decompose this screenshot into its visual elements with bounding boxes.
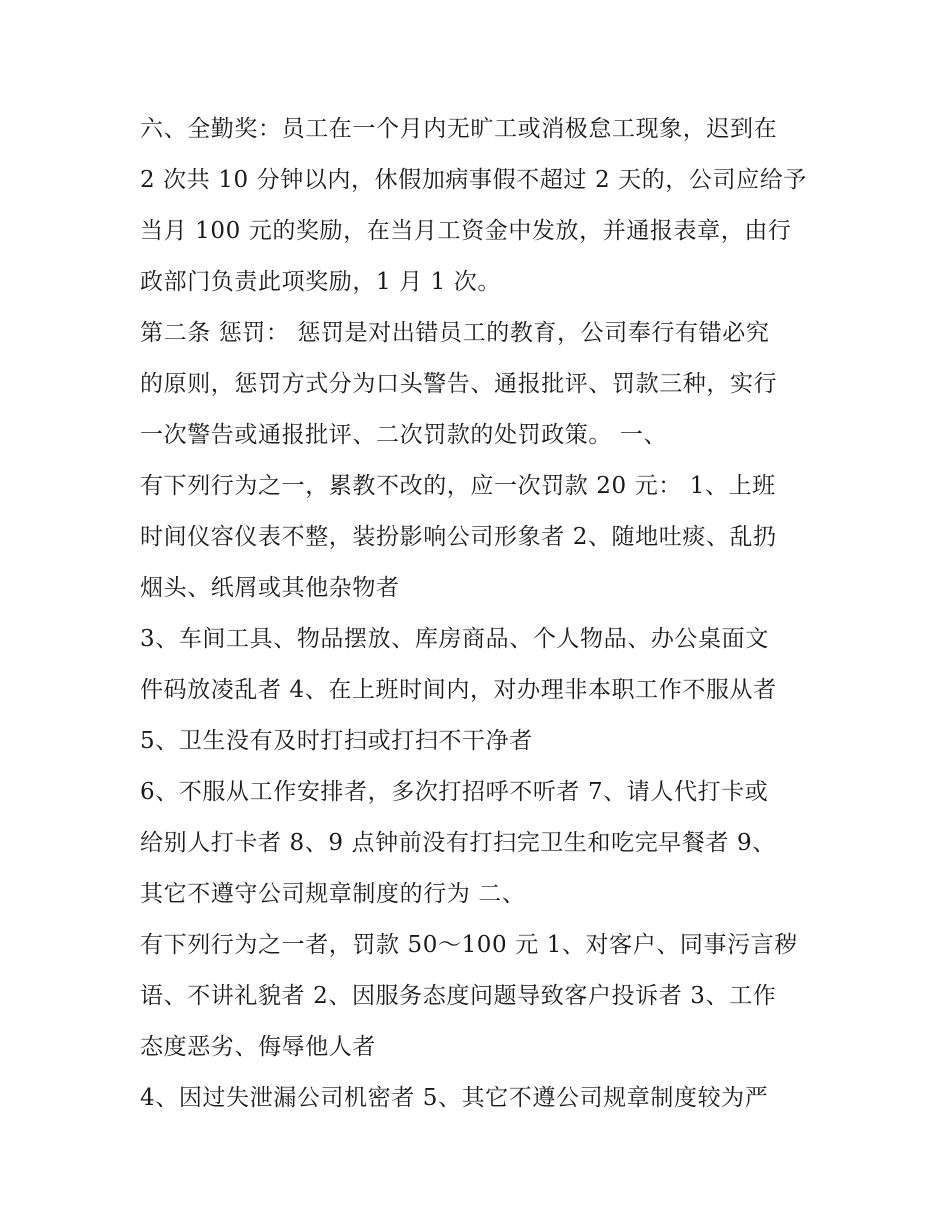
text-line: 当月 100 元的奖励，在当月工资金中发放，并通报表章，由行 (140, 218, 792, 244)
text-line: 件码放凌乱者 4、在上班时间内，对办理非本职工作不服从者 (140, 677, 777, 703)
text-line: 政部门负责此项奖励，1 月 1 次。 (140, 269, 501, 295)
text-line: 烟头、纸屑或其他杂物者 (140, 575, 400, 601)
text-line: 其它不遵守公司规章制度的行为 二、 (140, 881, 526, 907)
text-line: 态度恶劣、侮辱他人者 (140, 1034, 376, 1060)
text-line: 给别人打卡者 8、9 点钟前没有打扫完卫生和吃完早餐者 9、 (140, 830, 776, 856)
text-line: 5、卫生没有及时打扫或打扫不干净者 (140, 728, 533, 754)
text-line: 六、全勤奖：员工在一个月内无旷工或消极怠工现象，迟到在 (140, 116, 778, 142)
text-line: 2 次共 10 分钟以内，休假加病事假不超过 2 天的，公司应给予 (140, 167, 807, 193)
text-line: 3、车间工具、物品摆放、库房商品、个人物品、办公桌面文 (140, 626, 769, 652)
text-line: 的原则，惩罚方式分为口头警告、通报批评、罚款三种，实行 (140, 371, 778, 397)
text-line: 第二条 惩罚： 惩罚是对出错员工的教育，公司奉行有错必究 (140, 320, 770, 346)
text-line: 时间仪容仪表不整，装扮影响公司形象者 2、随地吐痰、乱扔 (140, 524, 777, 550)
text-line: 6、不服从工作安排者，多次打招呼不听者 7、请人代打卡或 (140, 779, 769, 805)
text-line: 4、因过失泄漏公司机密者 5、其它不遵公司规章制度较为严 (140, 1085, 769, 1111)
text-line: 语、不讲礼貌者 2、因服务态度问题导致客户投诉者 3、工作 (140, 983, 777, 1009)
text-line: 有下列行为之一者，罚款 50～100 元 1、对客户、同事污言秽 (140, 932, 798, 958)
text-line: 有下列行为之一，累教不改的，应一次罚款 20 元： 1、上班 (140, 473, 776, 499)
text-line: 一次警告或通报批评、二次罚款的处罚政策。 一、 (140, 422, 668, 448)
